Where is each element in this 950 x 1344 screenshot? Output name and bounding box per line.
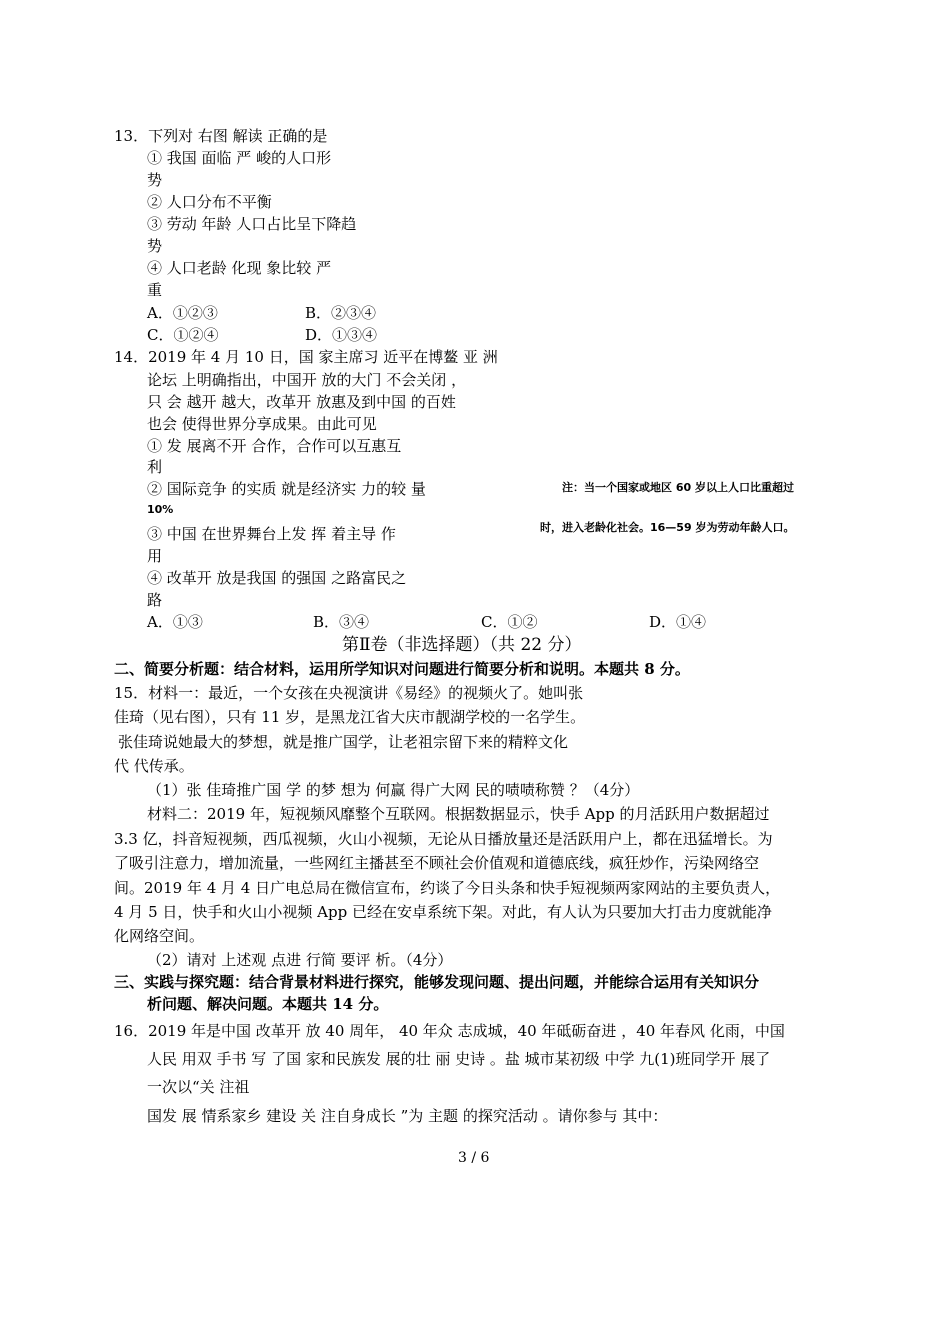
q15-material-2-line-3: 了吸引注意力，增加流量，一些网红主播甚至不顾社会价值观和道德底线，疯狂炒作，污染网络空 — [114, 854, 760, 872]
q15-material-1-line-4: 代 代传承。 — [114, 757, 194, 775]
q16-line-2: 人民 用双 手书 写 了国 家和民族发 展的壮 丽 史诗 。盐 城市某初级 中学 九(1)班同学开 展了 — [147, 1050, 771, 1068]
q14-option-2: ② 国际竞争 的实质 就是经济实 力的较 量 — [147, 480, 426, 498]
q13-option-3-cont: 势 — [147, 237, 163, 255]
q15-material-2-line-1: 材料二：2019 年，短视频风靡整个互联网。根据数据显示，快手 App 的月活跃用户数据超过 — [147, 805, 770, 823]
q13-choice-d: D．①③④ — [305, 326, 378, 344]
q15-material-1-line-2: 佳琦（见右图），只有 11 岁，是黑龙江省大庆市靓湖学校的一名学生。 — [114, 708, 586, 726]
figure-note-line-1: 注：当一个国家或地区 60 岁以上人口比重超过 — [562, 481, 794, 494]
q13-option-1-cont: 势 — [147, 171, 163, 189]
q15-material-2-line-4: 间。2019 年 4 月 4 日广电总局在微信宣布，约谈了今日头条和快手短视频两家网站的主要负责人， — [114, 879, 781, 897]
q15-material-2-line-6: 化网络空间。 — [114, 927, 205, 945]
q15-subquestion-2: （2）请对 上述观 点进 行简 要评 析。（4分） — [147, 951, 453, 969]
page-number: 3 / 6 — [458, 1150, 490, 1166]
figure-note-line-2: 10% — [147, 503, 174, 516]
q14-option-4-cont: 路 — [147, 591, 163, 609]
q14-stem-1: 14．2019 年 4 月 10 日，国 家主席习 近平在博鳌 亚 洲 — [114, 348, 498, 366]
q13-option-4: ④ 人口老龄 化现 象比较 严 — [147, 259, 332, 277]
q13-stem: 13．下列对 右图 解读 正确的是 — [114, 127, 328, 145]
q13-choice-b: B．②③④ — [305, 304, 377, 322]
q16-line-4: 国发 展 情系家乡 建设 关 注自身成长 ”为 主题 的探究活动 。请你参与 其中： — [147, 1107, 668, 1125]
q13-choice-a: A．①②③ — [147, 304, 218, 322]
q15-material-2-line-5: 4 月 5 日，快手和火山小视频 App 已经在安卓系统下架。对此，有人认为只要加大打击力度就能净 — [114, 903, 772, 921]
q14-option-1: ① 发 展离不开 合作，合作可以互惠互 — [147, 437, 402, 455]
q13-option-2: ② 人口分布不平衡 — [147, 193, 272, 211]
section-3-heading-line-1: 三、实践与探究题：结合背景材料进行探究，能够发现问题、提出问题，并能综合运用有关知识分 — [114, 973, 760, 991]
q16-line-1: 16．2019 年是中国 改革开 放 40 周年， 40 年众 志成城，40 年砥砺奋进 ，40 年春风 化雨，中国 — [114, 1022, 785, 1040]
q14-choice-d: D．①④ — [649, 613, 707, 631]
q13-option-3: ③ 劳动 年龄 人口占比呈下降趋 — [147, 215, 357, 233]
q15-material-1-line-3: 张佳琦说她最大的梦想，就是推广国学，让老祖宗留下来的精粹文化 — [118, 733, 569, 751]
q14-stem-3: 只 会 越开 越大，改革开 放惠及到中国 的百姓 — [147, 393, 456, 411]
q15-material-1-line-1: 15．材料一：最近，一个女孩在央视演讲《易经》的视频火了。她叫张 — [114, 684, 584, 702]
q14-option-1-cont: 利 — [147, 458, 163, 476]
q13-option-1: ① 我国 面临 严 峻的人口形 — [147, 149, 332, 167]
q15-subquestion-1: （1）张 佳琦推广国 学 的梦 想为 何赢 得广大网 民的啧啧称赞 ？（4分） — [147, 781, 640, 799]
q14-choice-a: A．①③ — [147, 613, 203, 631]
q15-material-2-line-2: 3.3 亿，抖音短视频，西瓜视频，火山小视频，无论从日播放量还是活跃用户上，都在迅猛增长。为 — [114, 830, 773, 848]
q14-option-4: ④ 改革开 放是我国 的强国 之路富民之 — [147, 569, 407, 587]
q13-option-4-cont: 重 — [147, 281, 163, 299]
q14-option-3: ③ 中国 在世界舞台上发 挥 着主导 作 — [147, 525, 396, 543]
part2-title: 第Ⅱ卷（非选择题）（共 22 分） — [342, 635, 582, 655]
q14-stem-2: 论坛 上明确指出，中国开 放的大门 不会关闭 ， — [147, 371, 467, 389]
section-3-heading-line-2: 析问题、解决问题。本题共 14 分。 — [147, 995, 389, 1013]
q13-choice-c: C．①②④ — [147, 326, 219, 344]
q14-option-3-cont: 用 — [147, 547, 163, 565]
q16-line-3: 一次以“关 注祖 — [147, 1078, 250, 1096]
figure-note-line-3: 时，进入老龄化社会。16—59 岁为劳动年龄人口。 — [540, 521, 795, 534]
q14-stem-4: 也会 使得世界分享成果。由此可见 — [147, 415, 377, 433]
q14-choice-c: C．①② — [481, 613, 538, 631]
q14-choice-b: B．③④ — [313, 613, 370, 631]
section-2-heading: 二、简要分析题：结合材料，运用所学知识对问题进行简要分析和说明。本题共 8 分。 — [114, 660, 690, 678]
